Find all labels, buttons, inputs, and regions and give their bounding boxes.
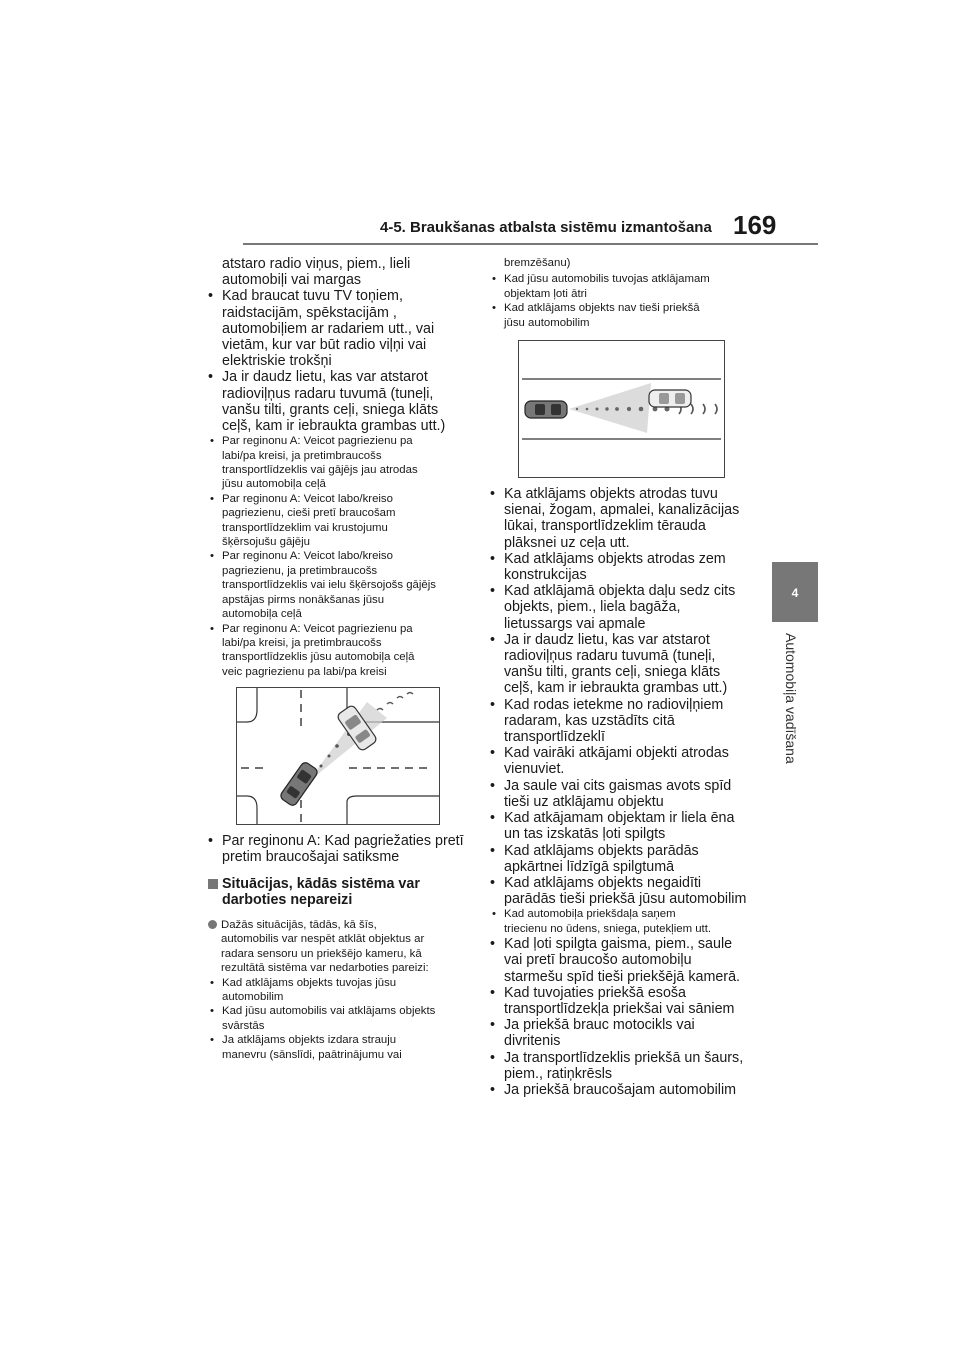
intro-continuation (208, 256, 470, 288)
list-item (490, 551, 760, 583)
text-line: • Kad atklājams objekts negaidīti (504, 874, 702, 891)
text-line: • Par reginonu A: Kad pagriežaties pretī (222, 833, 464, 850)
list-item (208, 369, 470, 434)
list-item (208, 288, 470, 369)
text-line: manevru (sānslīdi, paātrinājumu vai (222, 1048, 402, 1061)
list-item (490, 778, 760, 810)
text-line: konstrukcijas (504, 567, 587, 584)
list-item (490, 583, 760, 632)
text-line: transportlīdzekļa priekšai vai sāniem (504, 1000, 735, 1017)
offset-target-illustration (518, 340, 725, 478)
list-item (208, 833, 470, 865)
list-item (490, 875, 760, 907)
left-small-list (208, 434, 470, 679)
text-line: vanšu tilti, grants ceļi, sniega klāts (504, 664, 721, 681)
text-line: transportlīdzeklis vai gājējs jau atrodas (222, 464, 418, 477)
text-line: objektam ļoti ātri (504, 287, 587, 300)
text-line: • Kad vairāki atkājami objekti atrodas (504, 745, 729, 762)
header-rule (243, 243, 818, 245)
text-line: piem., ratiņkrēsls (504, 1065, 613, 1082)
text-line: • Par reginonu A: Veicot labo/kreiso (222, 550, 393, 563)
text-line: • Kad atklājamā objekta daļu sedz cits (504, 583, 736, 600)
list-item (490, 1050, 760, 1082)
text-line: pretim braucošajai satiksme (222, 849, 400, 866)
text-line: starmešu spīd tieši priekšējā kamerā. (504, 968, 740, 985)
text-line: vienuviet. (504, 761, 565, 778)
text-line: • Ja atklājams objekts izdara strauju (222, 1034, 397, 1047)
text-line: triecienu no ūdens, sniega, putekļiem utt. (504, 922, 712, 935)
text-line: un tas izskatās ļoti spilgts (504, 826, 666, 843)
text-line: Situācijas, kādās sistēma var (222, 875, 420, 892)
text-line: • Par reginonu A: Veicot labo/kreiso (222, 492, 393, 505)
intersection-turn-diagram (237, 688, 439, 824)
text-line: sienai, žogam, apmalei, kanalizācijas (504, 502, 740, 519)
list-item (490, 745, 760, 777)
small-list-item (208, 1033, 470, 1062)
text-line: automobiļiem ar radariem utt., vai (222, 320, 435, 337)
list-item (490, 1082, 760, 1098)
left-column (208, 256, 470, 1062)
top-continuation: bremzēšanu) (504, 257, 571, 269)
text-line: rezultātā sistēma var nedarboties pareizi: (221, 962, 429, 975)
text-line: automobilim (222, 990, 284, 1003)
text-line: • Kad atklājams objekts parādās (504, 842, 699, 859)
text-line: radioviļņus radaru tuvumā (tuneļi, (222, 385, 434, 402)
text-line: • Ja ir daudz lietu, kas var atstarot (222, 369, 428, 386)
text-line: transportlīdzeklis vai ielu šķērsojošs gājējs (222, 579, 436, 592)
text-line: radioviļņus radaru tuvumā (tuneļi, (504, 648, 716, 665)
text-line: • Kad atklājams objekts tuvojas jūsu (222, 976, 397, 989)
right-column (490, 256, 760, 1098)
text-line: • Kad jūsu automobilis tuvojas atklājamam (504, 273, 710, 286)
list-item (490, 697, 760, 746)
text-line: veic pagriezienu pa labi/pa kreisi (222, 665, 387, 678)
section-heading (208, 876, 470, 908)
right-small-list (490, 272, 760, 330)
header-section-title: 4-5. Braukšanas atbalsta sistēmu izmantošana (380, 219, 712, 236)
text-line: vietām, kur var būt radio viļņi vai (222, 337, 427, 354)
text-line: pagriezienu, cieši pretī braucošam (222, 507, 396, 520)
text-line: labi/pa kreisi, ja pretimbraucošs (222, 636, 382, 649)
text-line: • Kad jūsu automobilis vai atklājams objekts (222, 1005, 436, 1018)
text-line: • Kad atklājams objekts nav tieši priekšā (504, 302, 700, 315)
text-line: • Kad braucat tuvu TV toņiem, (222, 288, 403, 305)
offset-target-diagram (519, 341, 724, 477)
text-line: • Par reginonu A: Veicot pagriezienu pa (222, 435, 413, 448)
list-item (490, 843, 760, 875)
text-line: transportlīdzeklis jūsu automobiļa ceļā (222, 651, 415, 664)
text-line: svārstās (222, 1019, 265, 1032)
text-line: elektriskie trokšņi (222, 353, 332, 370)
text-line: vai pretī braucošo automobiļu (504, 952, 692, 969)
text-line: radaram, kas uzstādīts citā (504, 712, 675, 729)
text-line: raidstacijām, spēkstacijām , (222, 304, 397, 321)
text-line: parādās tieši priekšā jūsu automobilim (504, 891, 747, 908)
list-item (490, 1017, 760, 1049)
text-line: darboties nepareizi (222, 891, 353, 908)
left-list-after-figure (208, 833, 470, 865)
text-line: ceļš, kam ir iebraukta grambas utt.) (222, 418, 446, 435)
chapter-title: Automobiļa vadīšana (783, 633, 799, 764)
text-line: • Par reginonu A: Veicot pagriezienu pa (222, 622, 413, 635)
list-item (490, 936, 760, 985)
text-line: divritenis (504, 1033, 561, 1050)
text-line: lūkai, transportlīdzeklim tērauda (504, 518, 706, 535)
text-line: Dažās situācijās, tādās, kā šīs, (221, 918, 377, 931)
text-line: atstaro radio viņus, piem., lieli (222, 256, 411, 272)
right-list (490, 486, 760, 907)
text-line: transportlīdzeklim vai krustojumu (222, 521, 388, 534)
small-list-item (208, 492, 470, 550)
text-line: • Kad tuvojaties priekšā esoša (504, 984, 686, 1001)
list-item (490, 810, 760, 842)
section-intro (208, 918, 470, 976)
text-line: apstājas pirms nonākšanas jūsu (222, 593, 385, 606)
text-line: transportlīdzeklī (504, 729, 605, 746)
text-line: šķērsojušu gājēju (222, 536, 311, 549)
right-small-list-2 (490, 907, 760, 936)
text-line: labi/pa kreisi, ja pretimbraucošs (222, 449, 382, 462)
text-line: apkārtnei līdzīgā spilgtumā (504, 858, 675, 875)
text-line: • Kad rodas ietekme no radioviļņiem (504, 696, 724, 713)
text-line: plāksnei uz ceļa utt. (504, 534, 630, 551)
text-line: radara sensoru un priekšējo kameru, kā (221, 947, 422, 960)
text-line: • Kad atkājamam objektam ir liela ēna (504, 810, 735, 827)
text-line: lietussargs vai apmale (504, 615, 646, 632)
text-line: jūsu automobilim (504, 316, 590, 329)
small-list-item (208, 434, 470, 492)
intersection-turn-illustration (236, 687, 440, 825)
small-list-item (208, 549, 470, 621)
small-list-item (490, 301, 760, 330)
text-line: • Ja ir daudz lietu, kas var atstarot (504, 631, 710, 648)
left-list (208, 288, 470, 434)
text-line: • Ja transportlīdzeklis priekšā un šaurs, (504, 1049, 744, 1066)
small-list-item (208, 1004, 470, 1033)
text-line: tieši uz atklājamu objektu (504, 793, 664, 810)
text-line: ceļš, kam ir iebraukta grambas utt.) (504, 680, 728, 697)
page-number: 169 (733, 210, 777, 240)
list-item (490, 985, 760, 1017)
text-line: • Kad automobiļa priekšdaļa saņem (504, 908, 676, 921)
section-small-list (208, 976, 470, 1062)
small-list-item (490, 907, 760, 936)
list-item (490, 632, 760, 697)
text-line: • Ja priekšā brauc motocikls vai (504, 1017, 695, 1034)
text-line: • Kad ļoti spilgta gaisma, piem., saule (504, 936, 733, 953)
circle-bullet-icon (208, 920, 217, 929)
text-line: automobiļa ceļā (222, 608, 302, 621)
right-list-2 (490, 936, 760, 1098)
text-line: • Ja saule vai cits gaismas avots spīd (504, 777, 732, 794)
small-list-item (208, 976, 470, 1005)
small-list-item (490, 272, 760, 301)
list-item (490, 486, 760, 551)
square-bullet-icon (208, 879, 218, 889)
text-line: automobilis var nespēt atklāt objektus ar (221, 933, 425, 946)
text-line: jūsu automobiļa ceļā (222, 478, 326, 491)
text-line: • Kad atklājams objekts atrodas zem (504, 550, 726, 567)
text-line: • Ka atklājams objekts atrodas tuvu (504, 486, 718, 503)
text-line: automobiļi vai margas (222, 272, 362, 289)
text-line: vanšu tilti, grants ceļi, sniega klāts (222, 401, 439, 418)
chapter-number: 4 (791, 586, 799, 600)
text-line: pagriezienu, ja pretimbraucošs (222, 564, 378, 577)
text-line: • Ja priekšā braucošajam automobilim (504, 1081, 737, 1098)
chapter-side-tab (772, 562, 818, 622)
text-line: objekts, piem., liela bagāža, (504, 599, 681, 616)
small-list-item (208, 622, 470, 680)
